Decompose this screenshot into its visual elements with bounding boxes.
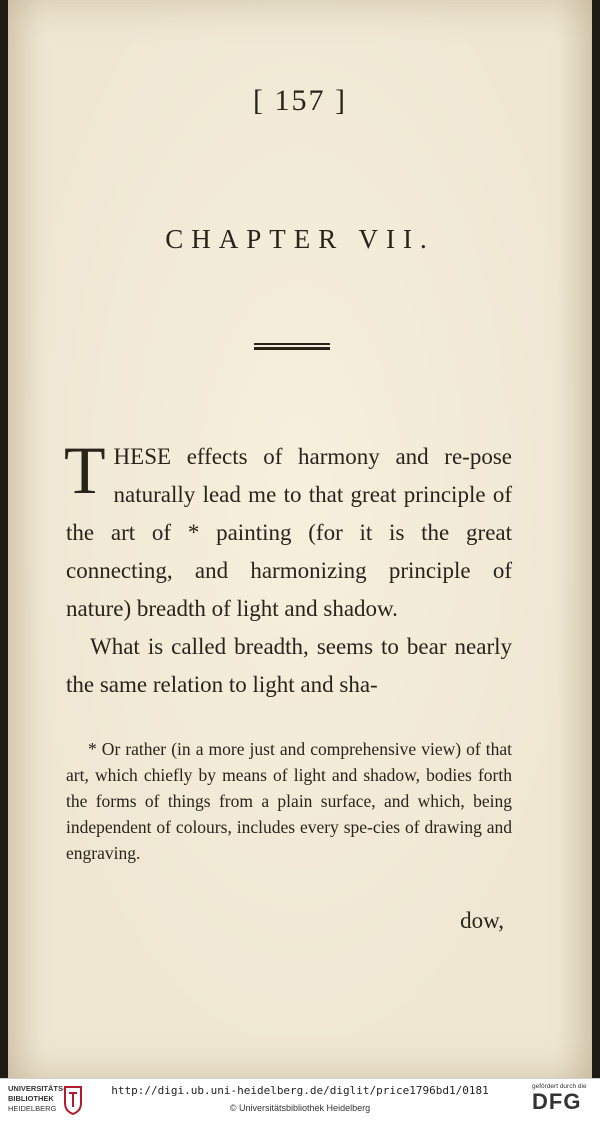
first-paragraph-text: HESE effects of harmony and re-pose naturally lead me to that great principle of the art of * painting (for it is the great connecting, and harmonizing principle of nature) breadth of light and shadow. bbox=[66, 444, 512, 621]
footnote bbox=[66, 736, 512, 866]
institution-line-3: HEIDELBERG bbox=[8, 1104, 57, 1113]
dfg-logo[interactable] bbox=[532, 1083, 590, 1119]
drop-cap: T bbox=[64, 432, 106, 508]
footnote-text: * Or rather (in a more just and comprehensive view) of that art, which chiefly by means of light and shadow, bodies forth the forms of things from a plain surface, and which, being independent of colours, includes every spe-cies of drawing and engraving. bbox=[66, 739, 512, 863]
book-page bbox=[8, 0, 592, 1078]
institution-line-2: BIBLIOTHEK bbox=[8, 1094, 54, 1103]
catchword: dow, bbox=[460, 908, 504, 933]
copyright-notice: © Universitätsbibliothek Heidelberg bbox=[229, 1103, 371, 1113]
institution-line-1: UNIVERSITÄTS- bbox=[8, 1084, 66, 1093]
first-paragraph bbox=[64, 432, 512, 628]
sponsor-text: gefördert durch die bbox=[532, 1083, 587, 1090]
permalink-url[interactable]: http://digi.ub.uni-heidelberg.de/diglit/price1796bd1/0181 bbox=[111, 1084, 489, 1097]
footer-bar bbox=[0, 1078, 600, 1123]
page-number: [ 157 ] bbox=[253, 84, 347, 117]
decorative-rule bbox=[254, 343, 330, 351]
rule-line-top bbox=[254, 343, 330, 345]
body-text bbox=[64, 432, 512, 704]
rule-line-bottom bbox=[254, 347, 330, 350]
second-paragraph: What is called breadth, seems to bear nearly the same relation to light and sha- bbox=[66, 634, 512, 697]
dfg-mark: DFG bbox=[532, 1089, 582, 1114]
chapter-title: CHAPTER VII. bbox=[165, 224, 435, 254]
